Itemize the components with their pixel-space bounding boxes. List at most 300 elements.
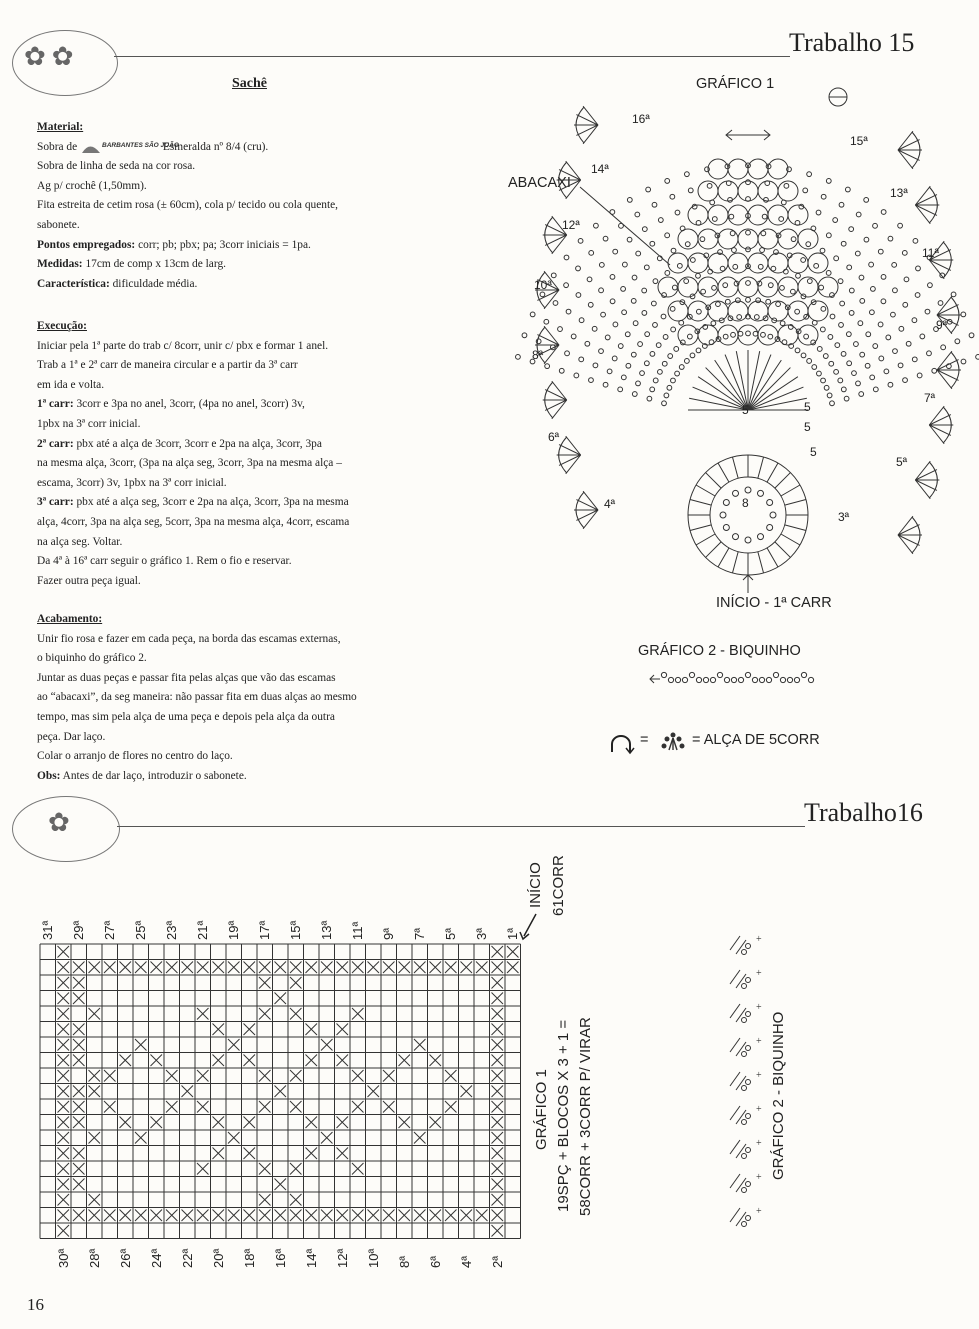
picot-dot [738,677,743,682]
chain-dot [746,281,751,286]
chain-dot [780,321,785,326]
stitch-line [915,480,937,490]
chain-dot [684,359,689,364]
chain-dot [723,283,728,288]
material-line: Esmeralda nº 8/4 (cru). [162,140,269,153]
picot-dot [742,1188,747,1193]
pineapple-bubble [738,229,758,249]
row-number-label: 27ª [102,920,117,940]
chain-dot [647,396,652,401]
chain-dot [585,341,590,346]
acabamento-line: o biquinho do gráfico 2. [37,652,147,665]
picot-dot [808,677,813,682]
stitch-line [583,510,598,529]
chain-dot [830,314,835,319]
row-number-label: 19ª [226,920,241,940]
picot-dot [745,672,750,677]
stitch-line [898,131,913,150]
chain-dot [856,212,861,217]
inicio-chart-label: INÍCIO [527,862,544,908]
row-number-label: 22ª [180,1248,195,1268]
chain-dot [576,293,581,298]
chain-dot [589,250,594,255]
picot-dot [794,677,799,682]
chain-dot [618,387,623,392]
chain-dot [814,263,819,268]
chain-dot [633,321,638,326]
chain-dot [928,283,933,288]
picot-dot [710,677,715,682]
acabamento-line: Colar o arranjo de flores no centro do laço. [37,750,233,763]
chain-dot [737,315,742,320]
chain-dot [866,332,871,337]
chain-dot [906,341,911,346]
stitch-line [748,368,790,410]
row-number-label: 9ª [936,318,948,332]
grafico1-chart-desc2: 58CORR + 3CORR P/ VIRAR [577,1017,594,1216]
chain-dot [733,490,739,496]
pineapple-bubble [738,325,758,345]
pineapple-bubble [688,253,708,273]
row-number-label: 7ª [924,391,936,405]
chain-dot [671,248,676,253]
chain-dot [658,218,663,223]
chain-dot [881,274,886,279]
stitch-line [696,534,715,545]
chain-dot [888,382,893,387]
chain-dot [558,327,563,332]
row-number-label: 5ª [896,455,908,469]
stitch-line [566,180,581,199]
brand-text: BARBANTES SÃO JOÃO [102,141,179,149]
biquinho-vertical-chain [722,928,764,1228]
stitch-line [781,534,800,545]
chain-dot [854,342,859,347]
picot-stitch [730,1140,740,1154]
stitch-line [915,480,930,499]
double-arrow [726,130,770,140]
chain-dot [712,217,717,222]
chain-dot [834,256,839,261]
chain-dot [951,292,956,297]
chain-dot [841,241,846,246]
row-number-label: 31ª [40,920,55,940]
pineapple-bubble [788,253,808,273]
chain-dot [540,292,545,297]
row-number-label: 11ª [922,246,939,260]
row-number-label: 24ª [149,1248,164,1268]
chain-dot [844,396,849,401]
legend-equals: = [640,732,649,748]
stitch-line [915,461,930,480]
chain-dot [920,334,925,339]
chain-dot [869,310,874,315]
chain-dot [856,381,861,386]
execucao-line: 3ª carr: pbx até a alça seg, 3corr e 2pa na alça, 3corr, 3pa na mesma [37,496,349,509]
row-number-label: 2ª [490,1255,505,1268]
stitch-line [583,125,598,144]
row-number-label: 13ª [319,920,334,940]
chain-dot [732,248,737,253]
chain-dot [873,223,878,228]
picot-dot [661,672,666,677]
row-number-label: 6ª [548,430,560,444]
chain-dot [588,302,593,307]
row-number-label: 12ª [562,218,580,232]
chain-dot [627,197,632,202]
chain-dot [613,322,618,327]
chain-dot [627,237,632,242]
plus-mark: + [756,934,762,945]
chain-dot [679,365,684,370]
row-number-label: 28ª [87,1248,102,1268]
chain-dot [791,237,796,242]
chain-dot [804,334,809,339]
row-number-label: 4ª [604,497,616,511]
picot-stitch [736,1178,746,1192]
pineapple-bubble [748,159,768,179]
picot-dot [742,984,747,989]
pineapple-bubble [688,205,708,225]
picot-stitch [736,1076,746,1090]
chain-dot [696,348,701,353]
chain-dot [594,223,599,228]
chain-dot [636,251,641,256]
stitch-line [758,457,764,478]
stitch-line [576,500,598,510]
pineapple-bubble [668,253,688,273]
chain-dot [893,288,898,293]
picot-stitch [730,1106,740,1120]
chain-dot [723,334,728,339]
picot-dot [780,677,785,682]
row-number-label: 10ª [534,278,552,292]
chain-dot [847,361,852,366]
stitch-line [544,326,559,345]
stitch-line [576,115,598,125]
picot-stitch [736,1110,746,1124]
stitch-line [898,535,913,554]
chain-dot [746,230,751,235]
chain-dot [823,354,828,359]
stitch-line [552,400,567,419]
pineapple-bubble [768,301,788,321]
chain-dot [599,288,604,293]
execucao-block [37,317,497,591]
stitch-line [915,186,930,205]
chain-dot [852,371,857,376]
crochet-diagram-1 [520,85,960,605]
pineapple-bubble [698,229,718,249]
chain-dot [690,258,695,263]
chain-dot [592,326,597,331]
medidas-value: 17cm de comp x 13cm de larg. [85,258,226,271]
execucao-line: 2ª carr: pbx até a alça de 3corr, 3corr e 2pa na alça, 3corr, 3pa [37,437,322,450]
stitch-line [915,470,937,480]
row-number-label: 5 [810,445,817,459]
chain-dot [873,387,878,392]
stitch-line [915,205,930,224]
stitch-line [552,235,567,254]
chain-dot [849,227,854,232]
plus-mark: + [756,1036,762,1047]
row-number-label: 13ª [890,186,908,200]
acabamento-line: Juntar as duas peças e passar fita pelas alças que vão das escamas [37,671,336,684]
chain-dot [720,512,726,518]
chain-dot [672,285,677,290]
chain-dot [753,331,758,336]
section-title: Sachê [232,76,267,91]
material-line: Ag p/ crochê (1,50mm). [37,179,147,192]
chain-dot [650,387,655,392]
stitch-line [583,491,598,510]
stitch-line [915,195,937,205]
chain-dot [551,273,556,278]
material-block [37,118,497,294]
chain-dot [941,345,946,350]
chain-dot [762,214,767,219]
chain-dot [858,321,863,326]
chain-dot [665,271,670,276]
execucao-line: escama, 3corr) 3v, 1pbx na 3ª corr inicial. [37,476,227,489]
execucao-line: em ida e volta. [37,378,105,391]
row-number-label: 8ª [532,348,544,362]
row-number-label: 15ª [288,920,303,940]
chain-dot [705,167,710,172]
row-number-label: 16ª [273,1248,288,1268]
pineapple-bubble [778,325,798,345]
execucao-line: na mesma alça, 3corr, (3pa na alça seg, 3corr, 3pa na mesma alça – [37,457,342,470]
chain-dot [670,306,675,311]
chain-dot [644,361,649,366]
chain-dot [707,183,712,188]
stitch-line [718,548,729,567]
chain-dot [768,283,773,288]
chain-dot [767,525,773,531]
grafico1-chart-label: GRÁFICO 1 [533,1069,550,1150]
arrow-left [650,675,660,683]
chain-dot [821,194,826,199]
chain-dot [607,369,612,374]
chain-dot [559,368,564,373]
stitch-line [566,455,581,474]
stitch-line [775,542,791,558]
chain-dot [662,361,667,366]
chain-dot [961,312,966,317]
pineapple-bubble [748,205,768,225]
chain-dot [716,302,721,307]
stitch-line [898,535,920,545]
chain-dot [632,392,637,397]
grafico1-chart-desc: 19SPÇ + BLOCOS X 3 + 1 = [555,1019,572,1212]
chain-dot [915,293,920,298]
chain-dot [859,392,864,397]
picot-dot [787,677,792,682]
stitch-line [898,150,920,160]
chain-dot [927,351,932,356]
stitch-line [758,552,764,573]
chain-dot [826,179,831,184]
chain-dot [849,311,854,316]
picot-stitch [730,1208,740,1222]
stitch-line [690,499,711,505]
chain-dot [645,332,650,337]
chain-dot [665,233,670,238]
pineapple-bubble [728,205,748,225]
execucao-line: Fazer outra peça igual. [37,574,141,587]
chain-dot [827,393,832,398]
chain-dot [829,361,834,366]
chain-dot [807,279,812,284]
chain-dot [642,311,647,316]
chain-dot [830,401,835,406]
row-number-label: 3ª [838,510,850,524]
chain-dot [871,287,876,292]
chain-dot [776,302,781,307]
stitch-line [559,455,581,465]
chain-dot [833,218,838,223]
chain-dot [846,332,851,337]
medidas-label: Medidas: [37,258,83,271]
stitch-line [929,260,951,270]
stitch-line [545,390,567,400]
chain-dot [599,349,604,354]
picot-dot [703,677,708,682]
chain-dot [820,248,825,253]
chain-dot [631,299,636,304]
pineapple-bubble [728,253,748,273]
chain-dot [631,352,636,357]
chain-dot [840,301,845,306]
chain-dot [626,363,631,368]
chain-dot [913,238,918,243]
chain-dot [589,378,594,383]
chain-dot [916,266,921,271]
row-number-label: 17ª [257,920,272,940]
picot-dot [752,677,757,682]
header-rule [117,826,805,827]
chain-dot [622,262,627,267]
chain-dot [593,363,598,368]
chain-dot [553,301,558,306]
stitch-line [929,425,944,444]
chain-dot [904,277,909,282]
chain-dot [847,265,852,270]
chain-dot [700,237,705,242]
picot-dot [746,1148,751,1153]
chain-dot [745,537,751,543]
chain-dot [651,301,656,306]
stitch-line [566,436,581,455]
chain-dot [888,236,893,241]
pineapple-bubble [718,277,738,297]
chain-dot [886,335,891,340]
acabamento-heading: Acabamento: [37,613,103,625]
chain-dot [522,333,527,338]
chain-dot [625,332,630,337]
plus-mark: + [756,1138,762,1149]
chain-dot [684,279,689,284]
flower-icon: ✿✿ [24,42,80,71]
inicio-label: INÍCIO - 1ª CARR [716,595,832,611]
chain-dot [603,236,608,241]
pineapple-bubble [698,325,718,345]
chain-dot [781,200,786,205]
picot-dot [689,672,694,677]
pineapple-bubble [738,181,758,201]
chain-dot [790,289,795,294]
pineapple-bubble [748,301,768,321]
row-number-label: 26ª [118,1248,133,1268]
chain-dot [761,332,766,337]
picot-dot [746,1080,751,1085]
plus-mark: + [756,1104,762,1115]
chain-dot [774,250,779,255]
filet-grid-chart [40,944,526,1240]
pineapple-bubble [788,205,808,225]
chain-dot [816,210,821,215]
stitch-line [898,516,913,535]
chain-dot [671,378,676,383]
chain-dot [544,319,549,324]
chain-dot [662,401,667,406]
chain-dot [860,299,865,304]
chain-dot [646,187,651,192]
chain-dot [763,316,768,321]
chain-dot [610,274,615,279]
chain-dot [881,299,886,304]
chain-dot [730,231,735,236]
picot-stitch [736,1212,746,1226]
chain-dot [735,298,740,303]
stitch-line [937,305,959,315]
chain-dot [612,356,617,361]
row-number-label: 11ª [350,921,365,940]
row-number-label: 10ª [366,1248,381,1268]
ring-inner [710,477,786,553]
chain-dot [621,375,626,380]
chain-dot [674,347,679,352]
chain-dot [878,322,883,327]
picot-dot [801,672,806,677]
row-number-label: 3ª [474,927,489,940]
picot-dot [742,950,747,955]
row-number-label: 15ª [850,134,868,148]
picot-dot [766,677,771,682]
chain-dot [579,318,584,323]
picot-dot [746,1114,751,1119]
picot-dot [759,677,764,682]
chain-dot [650,241,655,246]
chain-dot [723,500,729,506]
stitch-line [544,345,559,364]
chain-dot [610,299,615,304]
chain-dot [770,512,776,518]
picot-dot [746,1012,751,1017]
chain-dot [571,334,576,339]
pineapple-bubble [798,229,818,249]
chain-dot [912,318,917,323]
chain-dot [578,238,583,243]
pontos-label: Pontos empregados: [37,238,136,251]
stitch-line [544,290,559,309]
picot-dot [746,944,751,949]
pineapple-bubble [678,229,698,249]
chain-dot [530,312,535,317]
chain-dot [881,210,886,215]
chain-dot [826,271,831,276]
acabamento-line: peça. Dar laço. [37,730,106,743]
